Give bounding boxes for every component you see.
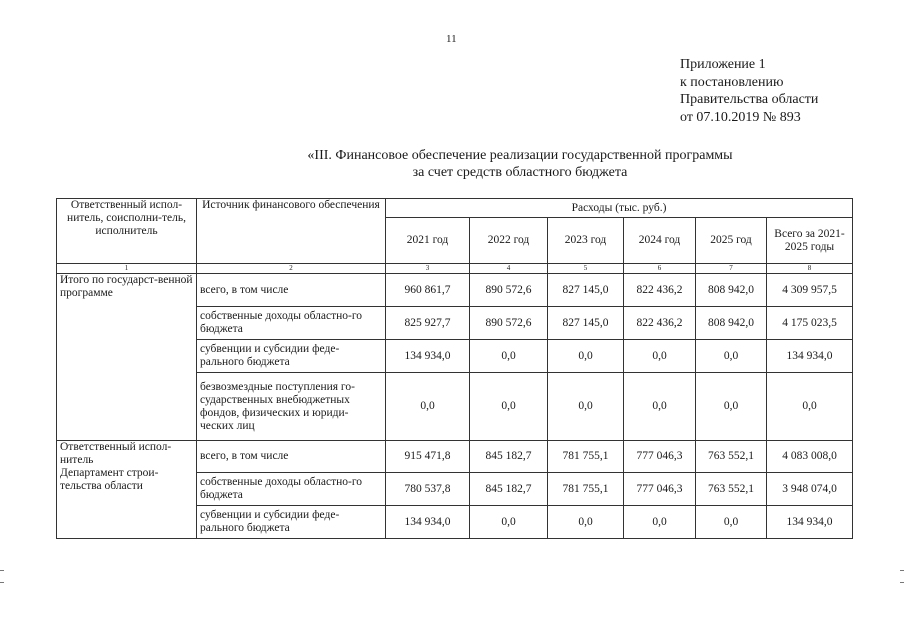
source-cell: всего, в том числе bbox=[197, 274, 386, 307]
group-label bbox=[57, 274, 197, 441]
value-cell: 825 927,7 bbox=[386, 307, 470, 340]
group-label-text: Итого по государст-венной программе bbox=[60, 274, 193, 299]
value-cell: 808 942,0 bbox=[696, 307, 767, 340]
column-number: 6 bbox=[624, 264, 696, 274]
section-title-line: «III. Финансовое обеспечение реализации государственной программы bbox=[307, 148, 733, 163]
value-cell: 134 934,0 bbox=[386, 340, 470, 373]
value-cell: 0,0 bbox=[386, 373, 470, 441]
value-cell: 960 861,7 bbox=[386, 274, 470, 307]
column-number-row bbox=[57, 264, 853, 274]
appendix-line: Приложение 1 bbox=[680, 57, 766, 72]
value-cell: 0,0 bbox=[767, 373, 853, 441]
table-row bbox=[57, 274, 853, 307]
financing-table bbox=[56, 198, 853, 539]
value-cell: 0,0 bbox=[470, 506, 548, 539]
value-cell: 845 182,7 bbox=[470, 441, 548, 473]
header-year: 2023 год bbox=[548, 218, 624, 264]
value-cell: 134 934,0 bbox=[767, 340, 853, 373]
header-expenses: Расходы (тыс. руб.) bbox=[386, 199, 853, 218]
column-number: 2 bbox=[197, 264, 386, 274]
value-cell: 0,0 bbox=[624, 340, 696, 373]
source-cell: собственные доходы областно-го бюджета bbox=[197, 307, 386, 340]
value-cell: 781 755,1 bbox=[548, 473, 624, 506]
page-number: 11 bbox=[446, 33, 457, 45]
value-cell: 763 552,1 bbox=[696, 441, 767, 473]
value-cell: 0,0 bbox=[548, 506, 624, 539]
appendix-line: от 07.10.2019 № 893 bbox=[680, 109, 801, 125]
group-label bbox=[57, 441, 197, 539]
header-total: Всего за 2021-2025 годы bbox=[767, 218, 853, 264]
value-cell: 822 436,2 bbox=[624, 274, 696, 307]
value-cell: 0,0 bbox=[548, 373, 624, 441]
table-row bbox=[57, 441, 853, 473]
group-label-text: Ответственный испол-нитель bbox=[60, 441, 172, 466]
column-number: 1 bbox=[57, 264, 197, 274]
value-cell: 777 046,3 bbox=[624, 441, 696, 473]
column-number: 4 bbox=[470, 264, 548, 274]
value-cell: 0,0 bbox=[470, 340, 548, 373]
value-cell: 915 471,8 bbox=[386, 441, 470, 473]
value-cell: 780 537,8 bbox=[386, 473, 470, 506]
value-cell: 0,0 bbox=[624, 373, 696, 441]
value-cell: 134 934,0 bbox=[767, 506, 853, 539]
value-cell: 0,0 bbox=[470, 373, 548, 441]
source-cell: безвозмездные поступления го-сударственных внебюджетных фондов, физических и юриди-ческих лиц bbox=[197, 373, 386, 441]
value-cell: 890 572,6 bbox=[470, 274, 548, 307]
header-year: 2022 год bbox=[470, 218, 548, 264]
value-cell: 0,0 bbox=[624, 506, 696, 539]
edge-mark bbox=[900, 582, 904, 583]
value-cell: 4 083 008,0 bbox=[767, 441, 853, 473]
edge-mark bbox=[900, 570, 904, 571]
value-cell: 0,0 bbox=[696, 373, 767, 441]
source-cell: субвенции и субсидии феде-рального бюджета bbox=[197, 506, 386, 539]
value-cell: 763 552,1 bbox=[696, 473, 767, 506]
column-number: 8 bbox=[767, 264, 853, 274]
section-title-line: за счет средств областного бюджета bbox=[412, 165, 628, 180]
appendix-reference bbox=[680, 56, 818, 126]
source-cell: собственные доходы областно-го бюджета bbox=[197, 473, 386, 506]
column-number: 7 bbox=[696, 264, 767, 274]
column-number: 3 bbox=[386, 264, 470, 274]
value-cell: 822 436,2 bbox=[624, 307, 696, 340]
source-cell: субвенции и субсидии феде-рального бюджета bbox=[197, 340, 386, 373]
value-cell: 3 948 074,0 bbox=[767, 473, 853, 506]
edge-mark bbox=[0, 582, 4, 583]
value-cell: 845 182,7 bbox=[470, 473, 548, 506]
value-cell: 0,0 bbox=[548, 340, 624, 373]
header-year: 2025 год bbox=[696, 218, 767, 264]
value-cell: 781 755,1 bbox=[548, 441, 624, 473]
header-source: Источник финансового обеспечения bbox=[197, 199, 386, 264]
header-year: 2024 год bbox=[624, 218, 696, 264]
value-cell: 0,0 bbox=[696, 506, 767, 539]
value-cell: 777 046,3 bbox=[624, 473, 696, 506]
column-number: 5 bbox=[548, 264, 624, 274]
value-cell: 4 309 957,5 bbox=[767, 274, 853, 307]
value-cell: 134 934,0 bbox=[386, 506, 470, 539]
value-cell: 827 145,0 bbox=[548, 274, 624, 307]
source-cell: всего, в том числе bbox=[197, 441, 386, 473]
value-cell: 0,0 bbox=[696, 340, 767, 373]
value-cell: 827 145,0 bbox=[548, 307, 624, 340]
appendix-line: к постановлению bbox=[680, 74, 784, 90]
value-cell: 4 175 023,5 bbox=[767, 307, 853, 340]
header-year: 2021 год bbox=[386, 218, 470, 264]
value-cell: 890 572,6 bbox=[470, 307, 548, 340]
edge-mark bbox=[0, 570, 4, 571]
appendix-line: Правительства области bbox=[680, 92, 819, 107]
section-title bbox=[200, 147, 840, 181]
group-label-text: Департамент строи-тельства области bbox=[60, 467, 159, 492]
header-responsible: Ответственный испол-нитель, соисполни-тель, исполнитель bbox=[57, 199, 197, 264]
value-cell: 808 942,0 bbox=[696, 274, 767, 307]
